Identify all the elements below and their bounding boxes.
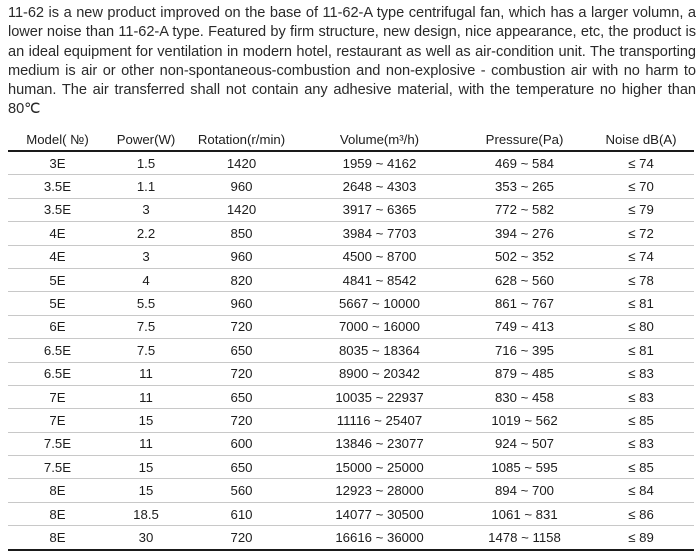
pressure-cell: 830 ~ 458: [461, 385, 588, 408]
rotation-cell: 560: [185, 479, 298, 502]
table-body: [8, 151, 694, 550]
table-row: [8, 222, 694, 245]
pressure-cell: 502 ~ 352: [461, 245, 588, 268]
power-cell: 15: [107, 479, 185, 502]
header-rotation: Rotation(r/min): [185, 128, 298, 151]
power-cell: 1.5: [107, 151, 185, 175]
power-cell: 7.5: [107, 315, 185, 338]
model-cell: 6E: [8, 315, 107, 338]
product-description: 11-62 is a new product improved on the base of 11-62-A type centrifugal fan, which has a larger volumn, a lower noise than 11-62-A type. Featured by firm structure, new design, nice appearance, etc, the product is an ideal equipment for ventilation in modern hotel, restaurant as well as air-condition unit. The transporting medium is air or other non-spontaneous-combustion and non-explosive - combustion air with no harm to human. The air transferred shall not contain any adhesive material, with the temperature no higher than 80℃: [8, 5, 696, 118]
model-cell: 8E: [8, 479, 107, 502]
pressure-cell: 879 ~ 485: [461, 362, 588, 385]
model-cell: 3E: [8, 151, 107, 175]
table-row: [8, 175, 694, 198]
table-row: [8, 502, 694, 525]
pressure-cell: 353 ~ 265: [461, 175, 588, 198]
noise-cell: ≤ 78: [588, 268, 694, 291]
volume-cell: 16616 ~ 36000: [298, 526, 461, 550]
table-row: [8, 198, 694, 221]
model-cell: 7.5E: [8, 432, 107, 455]
power-cell: 7.5: [107, 339, 185, 362]
rotation-cell: 720: [185, 526, 298, 550]
rotation-cell: 1420: [185, 198, 298, 221]
power-cell: 11: [107, 432, 185, 455]
noise-cell: ≤ 80: [588, 315, 694, 338]
rotation-cell: 960: [185, 292, 298, 315]
header-volume: Volume(m³/h): [298, 128, 461, 151]
pressure-cell: 394 ~ 276: [461, 222, 588, 245]
power-cell: 1.1: [107, 175, 185, 198]
power-cell: 4: [107, 268, 185, 291]
pressure-cell: 1061 ~ 831: [461, 502, 588, 525]
noise-cell: ≤ 81: [588, 292, 694, 315]
volume-cell: 11116 ~ 25407: [298, 409, 461, 432]
table-row: [8, 245, 694, 268]
volume-cell: 3917 ~ 6365: [298, 198, 461, 221]
volume-cell: 8035 ~ 18364: [298, 339, 461, 362]
model-cell: 4E: [8, 245, 107, 268]
power-cell: 11: [107, 385, 185, 408]
power-cell: 11: [107, 362, 185, 385]
model-cell: 6.5E: [8, 339, 107, 362]
volume-cell: 12923 ~ 28000: [298, 479, 461, 502]
header-power: Power(W): [107, 128, 185, 151]
power-cell: 5.5: [107, 292, 185, 315]
table-row: [8, 362, 694, 385]
table-row: [8, 151, 694, 175]
rotation-cell: 650: [185, 456, 298, 479]
noise-cell: ≤ 83: [588, 385, 694, 408]
power-cell: 3: [107, 198, 185, 221]
power-cell: 2.2: [107, 222, 185, 245]
noise-cell: ≤ 83: [588, 362, 694, 385]
model-cell: 5E: [8, 268, 107, 291]
pressure-cell: 1085 ~ 595: [461, 456, 588, 479]
table-row: [8, 456, 694, 479]
pressure-cell: 1019 ~ 562: [461, 409, 588, 432]
rotation-cell: 820: [185, 268, 298, 291]
rotation-cell: 850: [185, 222, 298, 245]
power-cell: 3: [107, 245, 185, 268]
power-cell: 30: [107, 526, 185, 550]
table-row: [8, 268, 694, 291]
pressure-cell: 861 ~ 767: [461, 292, 588, 315]
volume-cell: 5667 ~ 10000: [298, 292, 461, 315]
header-pressure: Pressure(Pa): [461, 128, 588, 151]
volume-cell: 4500 ~ 8700: [298, 245, 461, 268]
table-row: [8, 409, 694, 432]
volume-cell: 15000 ~ 25000: [298, 456, 461, 479]
pressure-cell: 716 ~ 395: [461, 339, 588, 362]
volume-cell: 7000 ~ 16000: [298, 315, 461, 338]
pressure-cell: 469 ~ 584: [461, 151, 588, 175]
table-row: [8, 315, 694, 338]
table-row: [8, 526, 694, 550]
model-cell: 3.5E: [8, 198, 107, 221]
rotation-cell: 960: [185, 245, 298, 268]
noise-cell: ≤ 84: [588, 479, 694, 502]
volume-cell: 2648 ~ 4303: [298, 175, 461, 198]
volume-cell: 10035 ~ 22937: [298, 385, 461, 408]
model-cell: 5E: [8, 292, 107, 315]
model-cell: 3.5E: [8, 175, 107, 198]
rotation-cell: 650: [185, 385, 298, 408]
noise-cell: ≤ 81: [588, 339, 694, 362]
power-cell: 15: [107, 456, 185, 479]
noise-cell: ≤ 70: [588, 175, 694, 198]
fan-spec-table: [8, 128, 694, 551]
pressure-cell: 772 ~ 582: [461, 198, 588, 221]
table-header-row: [8, 128, 694, 151]
table-row: [8, 339, 694, 362]
header-model: Model( №): [8, 128, 107, 151]
model-cell: 7E: [8, 409, 107, 432]
rotation-cell: 720: [185, 409, 298, 432]
rotation-cell: 960: [185, 175, 298, 198]
table-row: [8, 432, 694, 455]
volume-cell: 1959 ~ 4162: [298, 151, 461, 175]
noise-cell: ≤ 83: [588, 432, 694, 455]
pressure-cell: 1478 ~ 1158: [461, 526, 588, 550]
pressure-cell: 628 ~ 560: [461, 268, 588, 291]
volume-cell: 8900 ~ 20342: [298, 362, 461, 385]
table-row: [8, 385, 694, 408]
noise-cell: ≤ 72: [588, 222, 694, 245]
noise-cell: ≤ 74: [588, 151, 694, 175]
power-cell: 15: [107, 409, 185, 432]
table-row: [8, 479, 694, 502]
volume-cell: 4841 ~ 8542: [298, 268, 461, 291]
rotation-cell: 600: [185, 432, 298, 455]
power-cell: 18.5: [107, 502, 185, 525]
model-cell: 8E: [8, 502, 107, 525]
pressure-cell: 924 ~ 507: [461, 432, 588, 455]
rotation-cell: 720: [185, 315, 298, 338]
pressure-cell: 749 ~ 413: [461, 315, 588, 338]
model-cell: 4E: [8, 222, 107, 245]
table-row: [8, 292, 694, 315]
rotation-cell: 650: [185, 339, 298, 362]
header-noise: Noise dB(A): [588, 128, 694, 151]
model-cell: 7.5E: [8, 456, 107, 479]
pressure-cell: 894 ~ 700: [461, 479, 588, 502]
volume-cell: 13846 ~ 23077: [298, 432, 461, 455]
noise-cell: ≤ 79: [588, 198, 694, 221]
rotation-cell: 720: [185, 362, 298, 385]
model-cell: 6.5E: [8, 362, 107, 385]
noise-cell: ≤ 74: [588, 245, 694, 268]
volume-cell: 3984 ~ 7703: [298, 222, 461, 245]
rotation-cell: 1420: [185, 151, 298, 175]
noise-cell: ≤ 85: [588, 409, 694, 432]
model-cell: 7E: [8, 385, 107, 408]
noise-cell: ≤ 85: [588, 456, 694, 479]
noise-cell: ≤ 89: [588, 526, 694, 550]
noise-cell: ≤ 86: [588, 502, 694, 525]
model-cell: 8E: [8, 526, 107, 550]
rotation-cell: 610: [185, 502, 298, 525]
volume-cell: 14077 ~ 30500: [298, 502, 461, 525]
